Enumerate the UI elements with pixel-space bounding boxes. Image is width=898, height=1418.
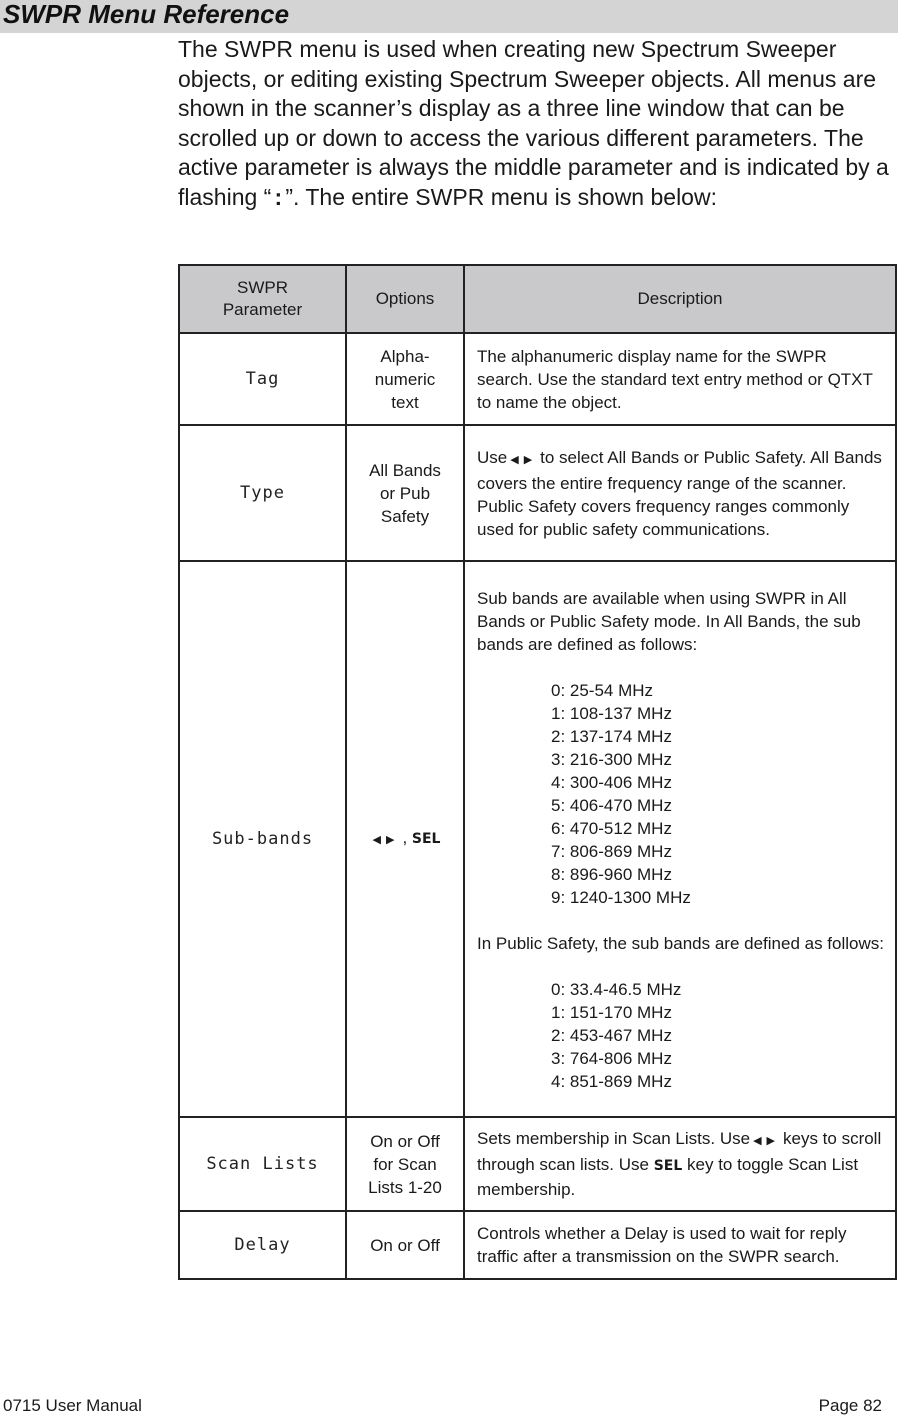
table-row-tag xyxy=(179,333,896,425)
header-options: Options xyxy=(346,265,464,333)
public-safety-bands-list xyxy=(477,978,887,1093)
description-type-b: to select All Bands or Public Safety. All Bands covers the entire frequency range of the scanner. Public Safety covers frequency ranges commonly used for public safety communications. xyxy=(477,447,882,539)
band-item: 3: 764-806 MHz xyxy=(551,1049,672,1068)
band-item: 0: 25-54 MHz xyxy=(551,681,654,700)
param-scanlists: Scan Lists xyxy=(179,1117,346,1211)
options-scanlists xyxy=(346,1117,464,1211)
band-item: 1: 151-170 MHz xyxy=(551,1003,672,1022)
left-right-arrows-icon: ◀▶ xyxy=(372,834,400,846)
band-item: 9: 1240-1300 MHz xyxy=(551,888,691,907)
description-type xyxy=(464,425,896,561)
param-subbands: Sub-bands xyxy=(179,561,346,1117)
footer-manual-name: 0715 User Manual xyxy=(3,1396,142,1415)
band-item: 7: 806-869 MHz xyxy=(551,842,672,861)
public-safety-intro: In Public Safety, the sub bands are defined as follows: xyxy=(477,934,884,953)
table-row-subbands xyxy=(179,561,896,1117)
band-item: 4: 300-406 MHz xyxy=(551,773,672,792)
description-scanlists-b: keys to scroll through scan lists. Use xyxy=(477,1129,882,1174)
sel-key-label: SEL xyxy=(653,1158,683,1174)
description-subbands xyxy=(464,561,896,1117)
options-scanlists-line2: for Scan xyxy=(373,1154,437,1174)
table-row-type xyxy=(179,425,896,561)
footer-page-number: Page 82 xyxy=(818,1396,882,1415)
description-delay: Controls whether a Delay is used to wait for reply traffic after a transmission on the SWPR search. xyxy=(464,1211,896,1279)
options-tag xyxy=(346,333,464,425)
param-tag: Tag xyxy=(179,333,346,425)
intro-text-before: The SWPR menu is used when creating new Spectrum Sweeper objects, or editing existing Spectrum Sweeper objects. All menus are shown in the scanner’s display as a three line window that can be scrolled up or down to access the various different parameters. The active parameter is always the middle parameter and is indicated by a flashing “ xyxy=(178,36,889,210)
band-item: 5: 406-470 MHz xyxy=(551,796,672,815)
header-param-line1: SWPR xyxy=(237,278,288,297)
band-item: 8: 896-960 MHz xyxy=(551,865,672,884)
param-type: Type xyxy=(179,425,346,561)
options-type-line2: or Pub xyxy=(379,483,431,503)
options-type-line3: Safety xyxy=(380,506,430,526)
band-item: 2: 137-174 MHz xyxy=(551,727,672,746)
header-param-line2: Parameter xyxy=(222,300,303,319)
band-item: 2: 453-467 MHz xyxy=(551,1026,672,1045)
options-delay: On or Off xyxy=(346,1211,464,1279)
table-row-scanlists xyxy=(179,1117,896,1211)
header-description: Description xyxy=(464,265,896,333)
table-header-row xyxy=(179,265,896,333)
table-row-delay xyxy=(179,1211,896,1279)
param-delay: Delay xyxy=(179,1211,346,1279)
intro-paragraph xyxy=(178,35,896,213)
description-tag: The alphanumeric display name for the SWPR search. Use the standard text entry method or QTXT to name the object. xyxy=(464,333,896,425)
options-tag-line3: text xyxy=(391,392,419,412)
page-title: SWPR Menu Reference xyxy=(3,0,290,29)
options-scanlists-line3: Lists 1-20 xyxy=(368,1177,442,1197)
options-scanlists-line1: On or Off xyxy=(370,1131,440,1151)
swpr-reference-table xyxy=(178,264,897,1280)
left-right-arrows-icon: ◀▶ xyxy=(510,453,538,466)
description-type-a: Use xyxy=(477,447,508,467)
header-param xyxy=(179,265,346,333)
band-item: 6: 470-512 MHz xyxy=(551,819,672,838)
left-right-arrows-icon: ◀▶ xyxy=(753,1135,780,1147)
description-scanlists-a: Sets membership in Scan Lists. Use xyxy=(477,1129,751,1148)
flashing-marker: : xyxy=(274,183,283,210)
options-tag-line1: Alpha- xyxy=(380,346,430,366)
description-scanlists-c: key to toggle Scan List membership. xyxy=(477,1155,859,1199)
title-bar xyxy=(0,0,898,33)
options-tag-line2: numeric xyxy=(374,369,436,389)
sel-key-label: SEL xyxy=(411,831,441,847)
options-type-line1: All Bands xyxy=(369,460,441,480)
band-item: 1: 108-137 MHz xyxy=(551,704,672,723)
subbands-intro: Sub bands are available when using SWPR in All Bands or Public Safety mode. In All Bands, the sub bands are defined as follows: xyxy=(477,589,861,654)
options-separator: , xyxy=(402,828,408,847)
options-subbands xyxy=(346,561,464,1117)
band-item: 4: 851-869 MHz xyxy=(551,1072,672,1091)
all-bands-list xyxy=(477,679,887,909)
description-scanlists xyxy=(464,1117,896,1211)
options-type xyxy=(346,425,464,561)
intro-text-after: ”. The entire SWPR menu is shown below: xyxy=(285,183,717,210)
band-item: 3: 216-300 MHz xyxy=(551,750,672,769)
band-item: 0: 33.4-46.5 MHz xyxy=(551,980,682,999)
